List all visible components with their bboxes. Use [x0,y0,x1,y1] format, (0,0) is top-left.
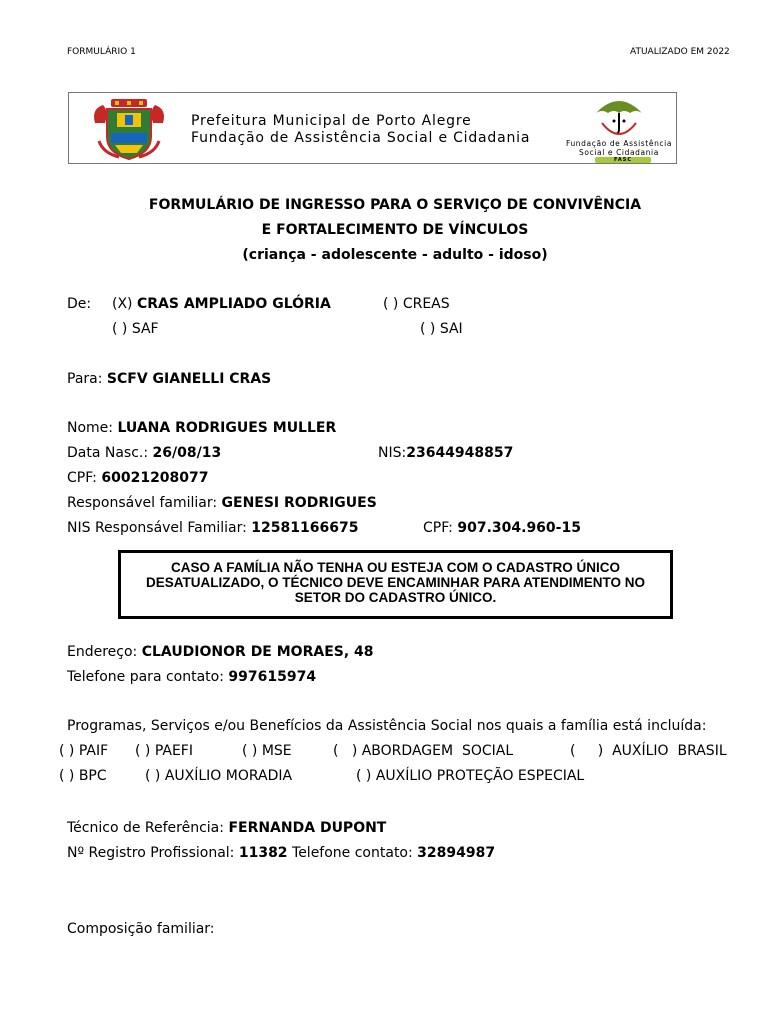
technician-field [67,820,386,836]
notice-line-2: DESATUALIZADO, O TÉCNICO DEVE ENCAMINHAR PARA ATENDIMENTO NO [145,575,645,590]
dob-value: 26/08/13 [152,445,222,461]
technician-phone-label: Telefone contato: [292,845,413,861]
form-title-line-2: E FORTALECIMENTO DE VÍNCULOS [261,222,529,238]
form-number: FORMULÁRIO 1 [67,47,136,57]
guardian-nis-label: NIS Responsável Familiar: [67,520,247,536]
program-auxilio-protecao-especial[interactable]: ( ) AUXÍLIO PROTEÇÃO ESPECIAL [356,768,585,784]
program-auxilio-brasil[interactable]: ( ) AUXÍLIO BRASIL [570,743,727,759]
family-composition-label: Composição familiar: [67,921,215,937]
notice-line-3: SETOR DO CADASTRO ÚNICO. [294,590,497,605]
programs-intro: Programas, Serviços e/ou Benefícios da Assistência Social nos quais a família está incluída: [67,718,707,734]
technician-label: Técnico de Referência: [67,820,224,836]
nis-field [378,445,513,461]
org-line-2: Fundação de Assistência Social e Cidadania [191,130,531,146]
phone-field [67,669,316,685]
phone-label: Telefone para contato: [67,669,224,685]
from-option-saf[interactable]: ( ) SAF [112,321,159,337]
name-value: LUANA RODRIGUES MULLER [117,420,337,436]
coat-of-arms-icon [89,97,169,161]
name-label: Nome: [67,420,114,436]
to-label: Para: [67,371,103,387]
to-value: SCFV GIANELLI CRAS [106,371,272,387]
program-mse[interactable]: ( ) MSE [242,743,292,759]
nis-value: 23644948857 [406,445,514,461]
from-option-sai[interactable]: ( ) SAI [420,321,463,337]
to-field [67,371,271,387]
address-value: CLAUDIONOR DE MORAES, 48 [141,644,374,660]
fasc-caption-1: Fundação de Assistência [565,139,673,148]
address-field [67,644,374,660]
program-abordagem-social[interactable]: ( ) ABORDAGEM SOCIAL [333,743,514,759]
from-label: De: [67,296,92,312]
dob-label: Data Nasc.: [67,445,149,461]
notice-line-1: CASO A FAMÍLIA NÃO TENHA OU ESTEJA COM O CADASTRO ÚNICO [170,560,620,575]
from-option-cras-mark: (X) [112,296,133,312]
from-option-creas[interactable]: ( ) CREAS [383,296,450,312]
name-field [67,420,336,436]
cpf-field [67,470,209,486]
org-line-1: Prefeitura Municipal de Porto Alegre [191,113,472,129]
program-paefi[interactable]: ( ) PAEFI [135,743,193,759]
dob-field [67,445,221,461]
form-title-line-1: FORMULÁRIO DE INGRESSO PARA O SERVIÇO DE CONVIVÊNCIA [148,197,642,213]
guardian-cpf-label: CPF: [423,520,453,536]
guardian-nis-field [67,520,358,536]
guardian-cpf-value: 907.304.960-15 [457,520,581,536]
fasc-caption-2: Social e Cidadania [579,148,659,157]
nis-label: NIS: [378,445,407,461]
technician-phone-value: 32894987 [417,845,496,861]
program-bpc[interactable]: ( ) BPC [59,768,107,784]
letterhead [68,92,677,164]
registry-value: 11382 [238,845,288,861]
program-auxilio-moradia[interactable]: ( ) AUXÍLIO MORADIA [145,768,293,784]
from-option-cras[interactable] [112,296,331,312]
guardian-cpf-field [423,520,581,536]
from-option-cras-value: CRAS AMPLIADO GLÓRIA [136,296,331,312]
program-paif[interactable]: ( ) PAIF [59,743,109,759]
updated-note: ATUALIZADO EM 2022 [630,47,730,57]
form-title-line-3: (criança - adolescente - adulto - idoso) [242,247,548,263]
cadastro-unico-notice [118,550,673,619]
fasc-umbrella-logo-icon [586,95,652,141]
cpf-value: 60021208077 [101,470,209,486]
organization-name [191,113,530,147]
phone-value: 997615974 [228,669,317,685]
guardian-field [67,495,377,511]
cpf-label: CPF: [67,470,97,486]
technician-value: FERNANDA DUPONT [228,820,387,836]
fasc-badge: FASC [595,157,651,163]
guardian-nis-value: 12581166675 [251,520,359,536]
guardian-label: Responsável familiar: [67,495,218,511]
registry-label: Nº Registro Profissional: [67,845,235,861]
address-label: Endereço: [67,644,138,660]
registry-field [67,845,495,861]
guardian-value: GENESI RODRIGUES [221,495,377,511]
